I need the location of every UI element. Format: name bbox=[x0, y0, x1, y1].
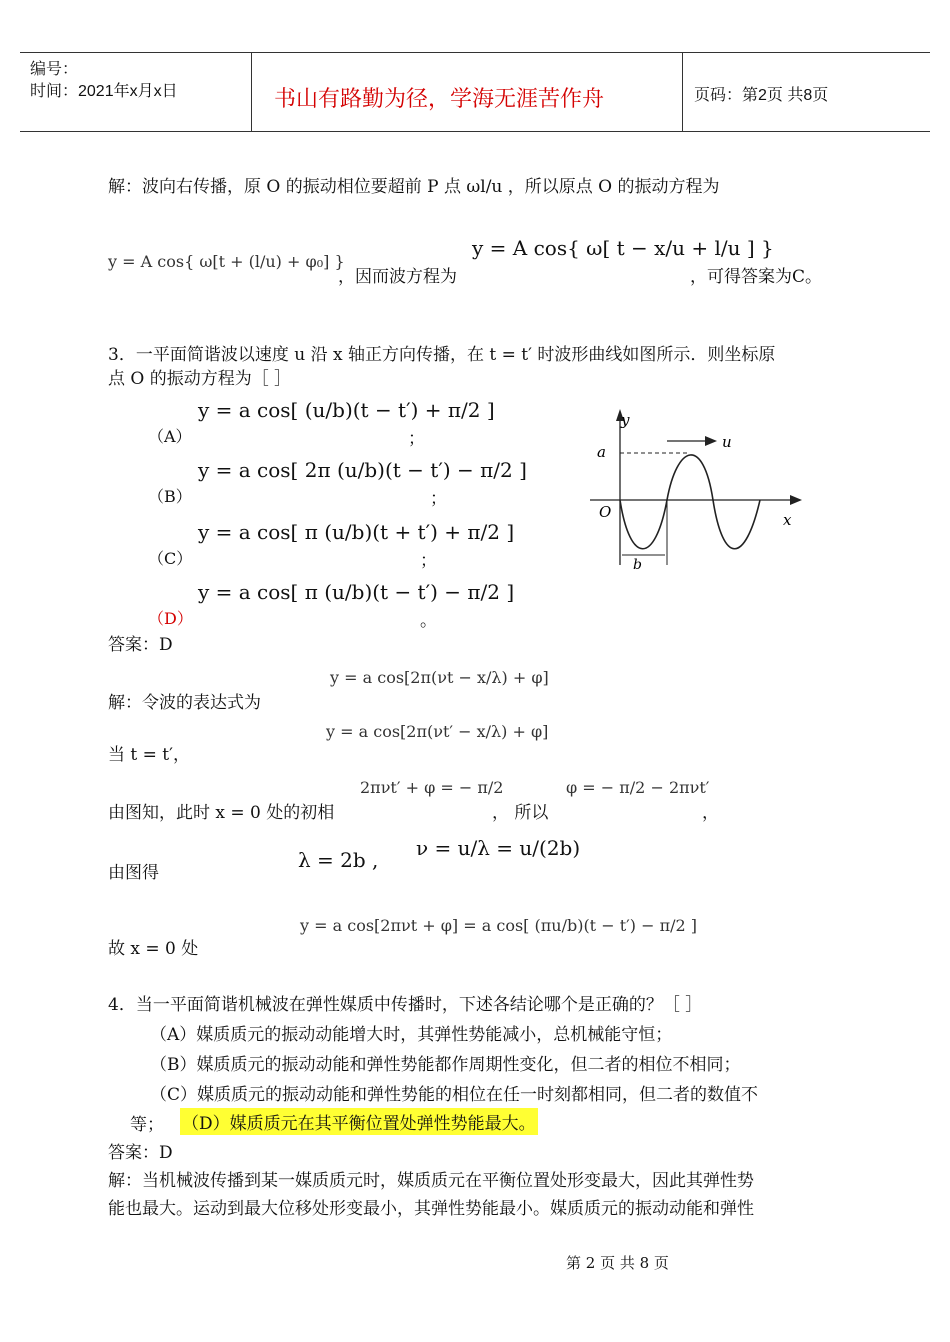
sol3-eq2: y = a cos[2π(νt′ − x/λ) + φ] bbox=[326, 722, 549, 741]
q3-stem-line2: 点 O 的振动方程为［ ］ bbox=[108, 369, 292, 389]
sol2-wave-equation: y = A cos{ ω[ t − x/u + l/u ] } bbox=[472, 236, 774, 260]
sol2-text-mid: ，因而波方程为 bbox=[338, 267, 457, 287]
q3-option-a-end: ； bbox=[408, 429, 425, 449]
q4-option-c-cont: 等； bbox=[130, 1115, 164, 1135]
header-divider bbox=[251, 53, 252, 131]
sol3-eq3: 2πνt′ + φ = − π/2 bbox=[360, 778, 504, 797]
sol2-line1: 解：波向右传播，原 O 的振动相位要超前 P 点 ωl/u ，所以原点 O 的振动方程为 bbox=[108, 177, 720, 197]
q3-option-c-label: （C） bbox=[148, 549, 193, 568]
header-divider bbox=[682, 53, 683, 131]
sol3-from-fig: 由图得 bbox=[108, 863, 159, 883]
wave-curve bbox=[620, 455, 760, 549]
fig-label-u: u bbox=[722, 433, 732, 451]
sol3-eq7: y = a cos[2πνt + φ] = a cos[ (πu/b)(t − t′) − π/2 ] bbox=[300, 916, 697, 935]
fig-label-a: a bbox=[597, 443, 606, 461]
q4-option-c: （C）媒质质元的振动动能和弹性势能的相位在任一时刻都相同，但二者的数值不 bbox=[150, 1085, 759, 1105]
doc-time-label: 时间：2021年x月x日 bbox=[30, 83, 178, 100]
x-axis-arrow-icon bbox=[790, 495, 802, 505]
sol2-text-end: ，可得答案为C。 bbox=[690, 267, 823, 287]
fig-label-b: b bbox=[633, 557, 642, 573]
q3-option-b-label: （B） bbox=[148, 487, 192, 506]
fig-label-y: y bbox=[621, 411, 630, 429]
q4-solution-line1: 解：当机械波传播到某一媒质质元时，媒质质元在平衡位置处形变最大，因此其弹性势 bbox=[108, 1171, 754, 1191]
sol3-comma: ， bbox=[702, 803, 719, 823]
sol3-eq4: φ = − π/2 − 2πνt′ bbox=[566, 778, 710, 797]
q3-option-b-equation: y = a cos[ 2π (u/b)(t − t′) − π/2 ] bbox=[198, 458, 527, 482]
sol3-when: 当 t = t′， bbox=[108, 745, 190, 765]
q4-option-b: （B）媒质质元的振动动能和弹性势能都作周期性变化，但二者的相位不相同； bbox=[150, 1055, 741, 1075]
q3-answer: 答案：D bbox=[108, 635, 173, 655]
header-page-label: 页码：第2页 共8页 bbox=[694, 87, 829, 104]
sol3-therefore: 故 x = 0 处 bbox=[108, 939, 199, 959]
q4-answer: 答案：D bbox=[108, 1143, 173, 1163]
page-footer: 第 2 页 共 8 页 bbox=[566, 1254, 669, 1272]
sol2-origin-equation: y = A cos{ ω[t + (l/u) + φ₀] } bbox=[108, 252, 345, 271]
q3-option-a-equation: y = a cos[ (u/b)(t − t′) + π/2 ] bbox=[198, 398, 495, 422]
velocity-arrow-icon bbox=[705, 436, 717, 446]
q3-option-a-label: （A） bbox=[148, 427, 192, 446]
q4-option-a: （A）媒质质元的振动动能增大时，其弹性势能减小，总机械能守恒； bbox=[150, 1025, 673, 1045]
header-motto: 书山有路勤为径，学海无涯苦作舟 bbox=[274, 87, 605, 112]
q3-option-c-end: ； bbox=[420, 551, 437, 571]
q4-stem: 4．当一平面简谐机械波在弹性媒质中传播时，下述各结论哪个是正确的？［ ］ bbox=[108, 995, 703, 1015]
sol3-fig-text: 由图知，此时 x = 0 处的初相 bbox=[108, 803, 335, 823]
q3-option-d-end: 。 bbox=[420, 611, 437, 631]
q4-option-d: （D）媒质质元在其平衡位置处弹性势能最大。 bbox=[180, 1108, 538, 1135]
q4-solution-line2: 能也最大。运动到最大位移处形变最小，其弹性势能最小。媒质质元的振动动能和弹性 bbox=[108, 1199, 754, 1219]
q3-option-b-end: ； bbox=[430, 489, 447, 509]
wave-figure bbox=[585, 405, 815, 575]
doc-number-label: 编号： bbox=[30, 61, 79, 78]
sol3-eq5: λ = 2b , bbox=[298, 848, 379, 872]
sol3-eq6: ν = u/λ = u/(2b) bbox=[416, 836, 581, 860]
sol3-intro: 解：令波的表达式为 bbox=[108, 693, 261, 713]
q3-option-c-equation: y = a cos[ π (u/b)(t + t′) + π/2 ] bbox=[198, 520, 515, 544]
fig-label-origin: O bbox=[599, 503, 612, 521]
fig-label-x: x bbox=[783, 511, 792, 529]
sol3-so: ， 所以 bbox=[492, 803, 549, 823]
q3-option-d-equation: y = a cos[ π (u/b)(t − t′) − π/2 ] bbox=[198, 580, 515, 604]
sol3-eq1: y = a cos[2π(νt − x/λ) + φ] bbox=[330, 668, 549, 687]
q3-option-d-label: （D） bbox=[148, 609, 193, 628]
q3-stem-line1: 3．一平面简谐波以速度 u 沿 x 轴正方向传播，在 t = t′ 时波形曲线如图所示．则坐标原 bbox=[108, 345, 776, 365]
